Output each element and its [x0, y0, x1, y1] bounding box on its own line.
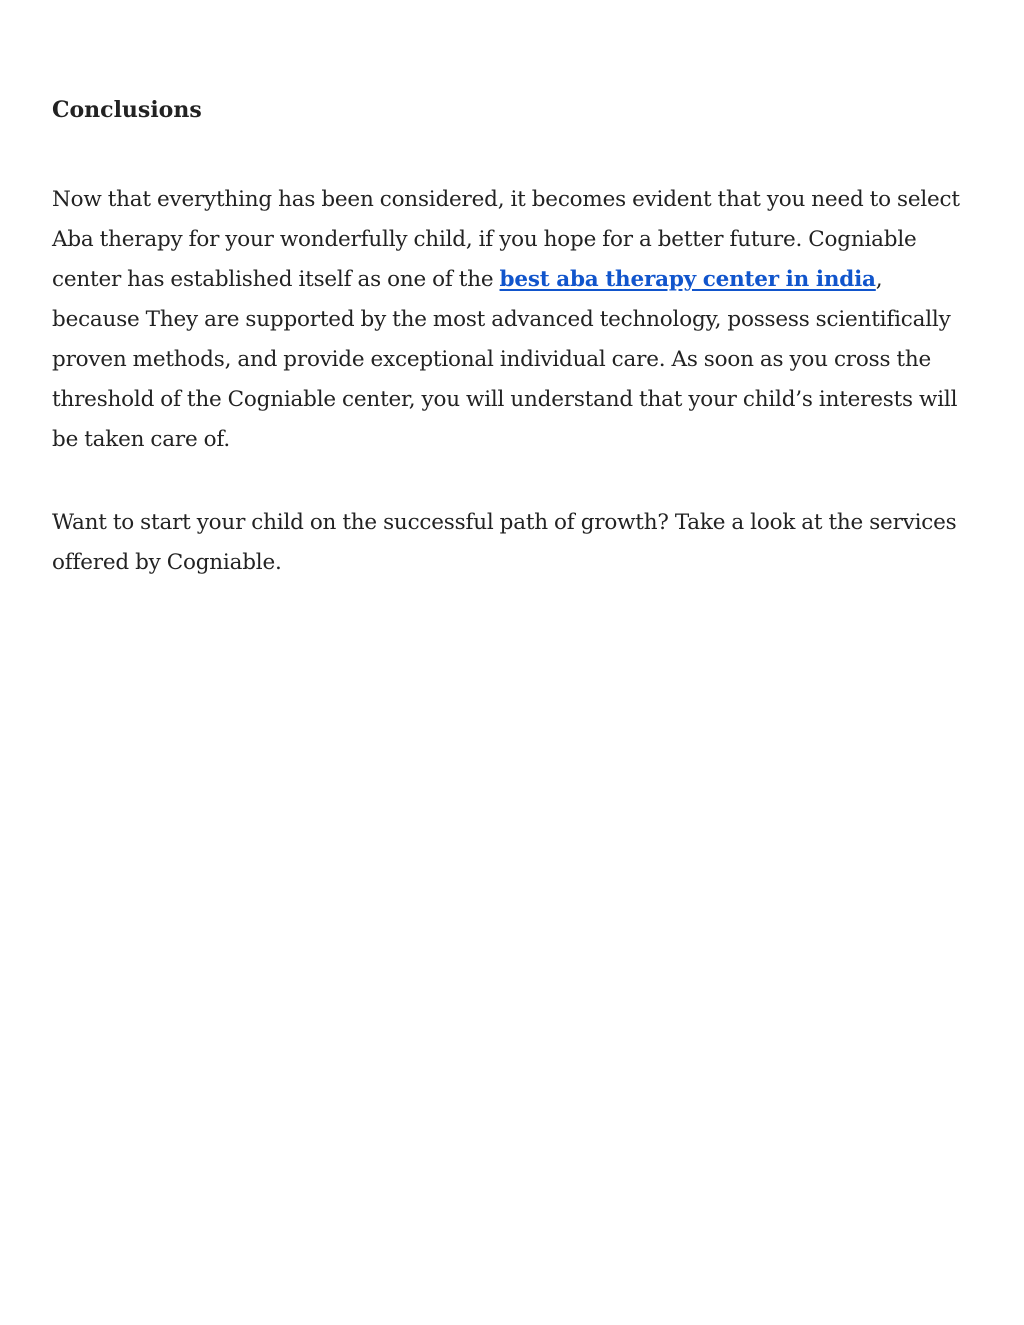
- section-heading: Conclusions: [52, 97, 202, 123]
- best-aba-therapy-center-link[interactable]: best aba therapy center in india: [499, 267, 876, 292]
- document-page: [52, 92, 962, 626]
- paragraph-1-text-before-link: Now that everything has been considered, it becomes evident that you need to select Aba therapy for your wonderfully child, if you hope for a better future. Cogniable center has established itself as one of the: [52, 187, 960, 292]
- paragraph-1-text-after-link: , because They are supported by the most advanced technology, possess scientifically proven methods, and provide exceptional individual care. As soon as you cross the threshold of the Cogniable center, you will understand that your child’s interests will be taken care of.: [52, 267, 958, 452]
- conclusion-paragraph-1: [52, 180, 962, 460]
- conclusion-paragraph-2: Want to start your child on the successful path of growth? Take a look at the services offered by Cogniable.: [52, 510, 957, 575]
